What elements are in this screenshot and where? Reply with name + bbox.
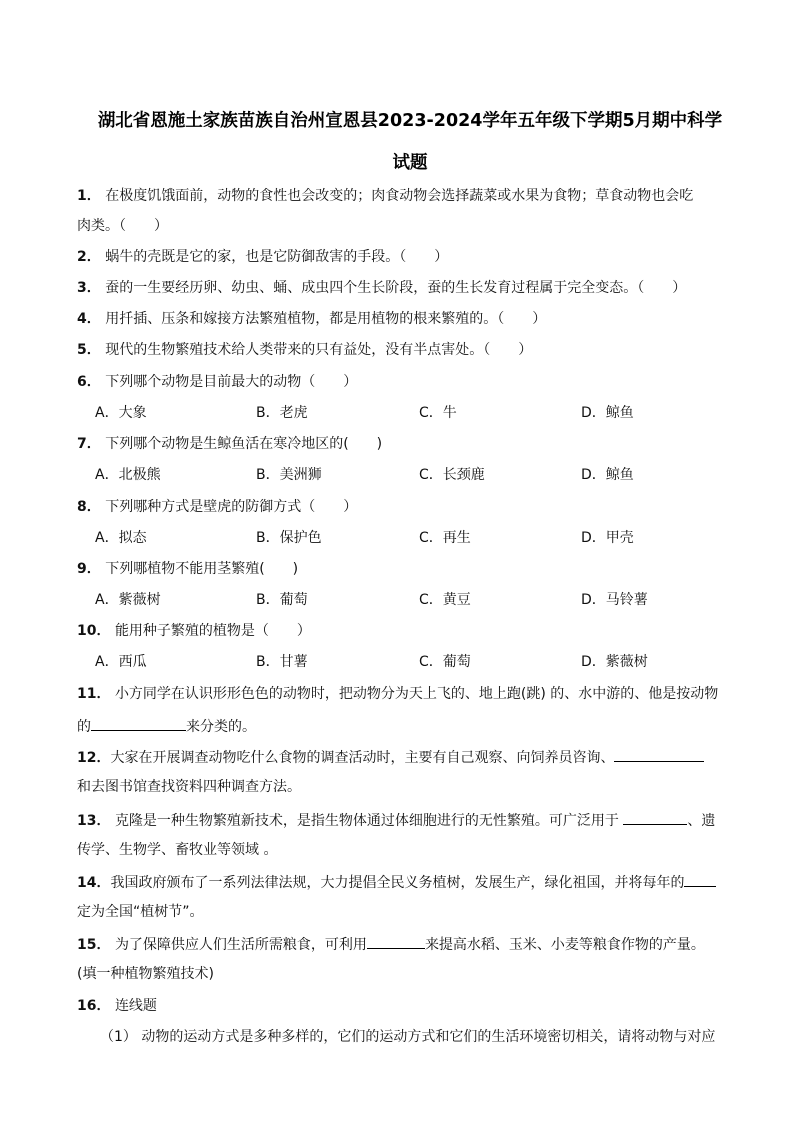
option-a[interactable]: A．西瓜	[95, 654, 147, 670]
answer-blank[interactable]	[91, 715, 186, 731]
question-number: 11．	[77, 686, 111, 702]
question-text: 下列哪个动物是生鲸鱼活在寒冷地区的( )	[105, 436, 383, 452]
question-text: 为了保障供应人们生活所需粮食，可利用	[114, 937, 367, 953]
question-text: 来分类的。	[186, 719, 256, 735]
option-c[interactable]: C．黄豆	[419, 592, 471, 608]
question-text: 连线题	[114, 998, 157, 1014]
option-b[interactable]: B．老虎	[256, 405, 308, 421]
question-15	[77, 933, 705, 955]
question-number: 12．	[77, 750, 111, 766]
question-text: 定为全国“植树节”。	[77, 904, 204, 920]
option-b[interactable]: B．葡萄	[256, 592, 308, 608]
option-d[interactable]: D．甲壳	[581, 530, 634, 546]
question-9	[77, 559, 298, 579]
question-15-continued	[77, 964, 214, 984]
question-12	[77, 746, 704, 768]
question-4	[77, 309, 546, 329]
question-text: 来提高水稻、玉米、小麦等粮食作物的产量。	[424, 937, 705, 953]
question-1-continued	[77, 216, 168, 236]
answer-blank[interactable]	[684, 871, 716, 887]
question-14-continued	[77, 902, 204, 922]
answer-blank[interactable]	[623, 809, 687, 825]
question-number: 10．	[77, 623, 111, 639]
option-c[interactable]: C．长颈鹿	[419, 467, 485, 483]
question-1	[77, 186, 693, 206]
question-11-continued	[77, 715, 256, 737]
question-text: 我国政府颁布了一系列法律法规，大力提倡全民义务植树，发展生产，绿化祖国，并将每年的	[110, 875, 685, 891]
question-text: 下列哪个动物是目前最大的动物（ ）	[105, 374, 358, 390]
question-6	[77, 372, 357, 392]
question-10	[77, 621, 311, 641]
question-text: 克隆是一种生物繁殖新技术，是指生物体通过体细胞进行的无性繁殖。可广泛用于	[114, 813, 619, 829]
question-12-continued	[77, 777, 301, 797]
answer-blank[interactable]	[367, 933, 425, 949]
question-16	[77, 996, 157, 1016]
question-text: 能用种子繁殖的植物是（ ）	[114, 623, 311, 639]
question-16-part-1	[100, 1027, 715, 1047]
option-b[interactable]: B．甘薯	[256, 654, 308, 670]
option-b[interactable]: B．保护色	[256, 530, 322, 546]
question-number: 1．	[77, 188, 101, 204]
question-number: 6．	[77, 374, 101, 390]
question-text: 蚕的一生要经历卵、幼虫、蛹、成虫四个生长阶段，蚕的生长发育过程属于完全变态。（ ）	[105, 280, 687, 296]
question-text: 现代的生物繁殖技术给人类带来的只有益处，没有半点害处。（ ）	[105, 342, 533, 358]
question-text: 的	[77, 719, 91, 735]
exam-title-line-2: 试题	[392, 153, 428, 173]
option-d[interactable]: D．紫薇树	[581, 654, 648, 670]
question-text: 下列哪种方式是壁虎的防御方式（ ）	[105, 499, 358, 515]
option-c[interactable]: C．葡萄	[419, 654, 471, 670]
question-text: 动物的运动方式是多种多样的，它们的运动方式和它们的生活环境密切相关，请将动物与对应	[141, 1029, 716, 1045]
option-c[interactable]: C．再生	[419, 530, 471, 546]
question-text: 蜗牛的壳既是它的家，也是它防御敌害的手段。（ ）	[105, 249, 449, 265]
question-number: 9．	[77, 561, 101, 577]
question-text: 和去图书馆查找资料四种调查方法。	[77, 779, 301, 795]
question-text: 在极度饥饿面前，动物的食性也会改变的；肉食动物会选择蔬菜或水果为食物；草食动物也会吃	[105, 188, 694, 204]
question-number: 16．	[77, 998, 111, 1014]
question-14	[77, 871, 716, 893]
question-number: 13．	[77, 813, 111, 829]
question-11	[77, 684, 718, 704]
option-a[interactable]: A．大象	[95, 405, 147, 421]
question-number: 7．	[77, 436, 101, 452]
question-text: 肉类。（ ）	[77, 218, 168, 234]
option-a[interactable]: A．北极熊	[95, 467, 161, 483]
option-d[interactable]: D．马铃薯	[581, 592, 648, 608]
question-number: 2．	[77, 249, 101, 265]
option-a[interactable]: A．拟态	[95, 530, 147, 546]
option-d[interactable]: D．鲸鱼	[581, 405, 634, 421]
question-number: 8．	[77, 499, 101, 515]
question-text: 大家在开展调查动物吃什么食物的调查活动时，主要有自己观察、向饲养员咨询、	[110, 750, 615, 766]
exam-title-line-1: 湖北省恩施土家族苗族自治州宣恩县2023-2024学年五年级下学期5月期中科学	[97, 111, 723, 131]
question-13-continued	[77, 840, 277, 860]
question-number: 3．	[77, 280, 101, 296]
question-text: 下列哪植物不能用茎繁殖( )	[105, 561, 299, 577]
question-7	[77, 434, 382, 454]
question-3	[77, 278, 686, 298]
sub-question-number: （1）	[100, 1029, 137, 1045]
answer-blank[interactable]	[614, 746, 704, 762]
question-number: 5．	[77, 342, 101, 358]
question-text: (填一种植物繁殖技术)	[77, 966, 214, 982]
question-text: 用扦插、压条和嫁接方法繁殖植物，都是用植物的根来繁殖的。（ ）	[105, 311, 547, 327]
question-text: 、遗	[687, 813, 716, 829]
question-2	[77, 247, 448, 267]
question-13	[77, 809, 715, 831]
option-c[interactable]: C．牛	[419, 405, 457, 421]
question-8	[77, 497, 357, 517]
question-number: 15．	[77, 937, 111, 953]
question-text: 传学、生物学、畜牧业等领域 。	[77, 842, 278, 858]
option-d[interactable]: D．鲸鱼	[581, 467, 634, 483]
question-number: 14．	[77, 875, 111, 891]
option-b[interactable]: B．美洲狮	[256, 467, 322, 483]
option-a[interactable]: A．紫薇树	[95, 592, 161, 608]
question-number: 4．	[77, 311, 101, 327]
question-5	[77, 340, 532, 360]
question-text: 小方同学在认识形形色色的动物时，把动物分为天上飞的、地上跑(跳) 的、水中游的、他是按动物	[114, 686, 719, 702]
